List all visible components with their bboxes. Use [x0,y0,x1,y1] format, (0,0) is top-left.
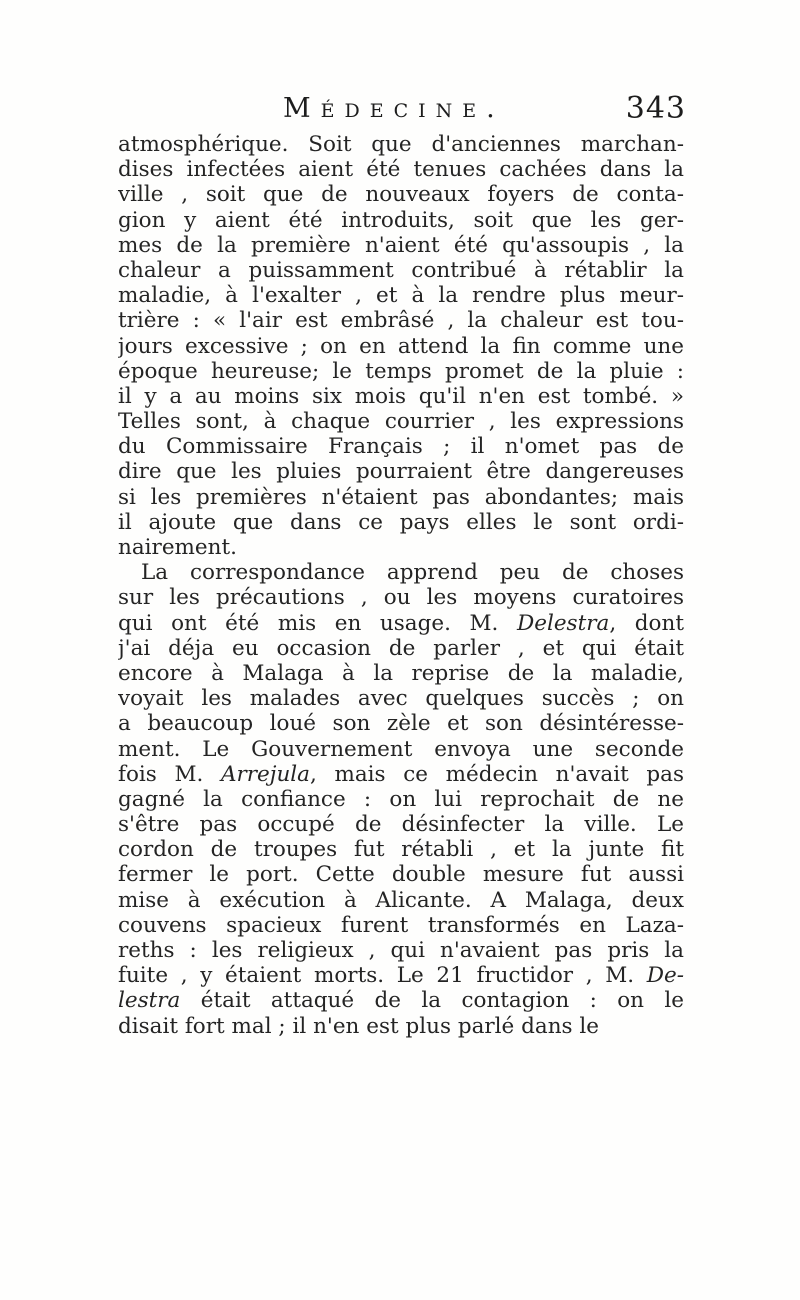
text-segment: fois M. [118,761,221,787]
text-line [118,611,684,636]
text-line [118,510,684,535]
text-line [118,862,684,887]
text-segment: qui ont été mis en usage. M. [118,610,517,636]
text-segment: , dont [609,610,684,636]
text-segment: gion y aient été introduits, soit que les ger- [118,207,684,233]
text-segment: s'être pas occupé de désinfecter la ville. Le [118,812,684,838]
text-segment: encore à Malaga à la reprise de la maladie, [118,660,684,686]
text-segment: dire que les pluies pourraient être dangereuses [118,459,684,485]
text-segment: atmosphérique. Soit que d'anciennes marchan- [118,132,684,157]
text-segment: Telles sont, à chaque courrier , les expressions [118,409,684,435]
text-segment: nairement. [118,535,237,560]
text-segment: cordon de troupes fut rétabli , et la junte fit [118,837,684,863]
text-line [118,636,684,661]
text-segment: il y a au moins six mois qu'il n'en est tombé. » [118,383,684,409]
page-header [118,92,686,132]
text-segment: La correspondance apprend peu de choses [141,560,684,586]
text-line [118,434,684,459]
text-line [118,913,684,938]
text-line [118,560,684,585]
text-segment: mes de la première n'aient été qu'assoupis , la [118,232,684,258]
text-segment: ville , soit que de nouveaux foyers de conta- [118,182,684,208]
italic-name: lestra [118,988,181,1014]
text-segment: couvens spacieux furent transformés en Laza- [118,912,684,938]
text-segment: du Commissaire Français ; il n'omet pas de [118,434,684,460]
text-segment: maladie, à l'exalter , et à la rendre plus meur- [118,283,684,309]
italic-name: De- [646,963,684,989]
text-line [118,485,684,510]
text-line [118,585,684,610]
text-line [118,762,684,787]
text-line [118,384,684,409]
text-segment: reths : les religieux , qui n'avaient pas pris la [118,938,684,963]
text-line [118,258,684,283]
text-line [118,963,684,988]
text-segment: a beaucoup loué son zèle et son désintéresse- [118,711,684,737]
text-segment: dises infectées aient été tenues cachées dans la [118,157,684,183]
text-line [118,308,684,333]
text-segment: chaleur a puissamment contribué à rétablir la [118,257,684,283]
text-segment: gagné la confiance : on lui reprochait de ne [118,786,684,812]
text-segment: il ajoute que dans ce pays elles le sont ordi- [118,509,684,535]
text-segment: trière : « l'air est embrâsé , la chaleur est tou- [118,308,684,334]
body-text [118,132,684,1039]
text-line [118,661,684,686]
text-segment: si les premières n'étaient pas abondantes; mais [118,484,684,510]
text-segment: fermer le port. Cette double mesure fut aussi [118,862,684,888]
text-line [118,334,684,359]
text-segment: disait fort mal ; il n'en est plus parlé dans le [118,1013,600,1039]
text-segment: fuite , y étaient morts. Le 21 fructidor , M. [118,963,647,989]
text-line [118,888,684,913]
text-line [118,359,684,384]
text-line [118,535,684,560]
italic-name: Arrejula [220,761,310,787]
text-segment: j'ai déja eu occasion de parler , et qui était [118,635,684,661]
text-line [118,233,684,258]
text-line [118,812,684,837]
text-line [118,409,684,434]
text-segment: , mais ce médecin n'avait pas [309,761,684,787]
text-line [118,157,684,182]
text-line [118,182,684,207]
text-segment: sur les précautions , ou les moyens curatoires [118,585,684,611]
page-number: 343 [625,91,686,126]
text-line [118,787,684,812]
text-segment: était attaqué de la contagion : on le [180,988,684,1014]
text-segment: mise à exécution à Alicante. A Malaga, deux [118,887,684,913]
running-title: Médecine. [283,93,505,124]
text-line [118,1014,684,1039]
text-segment: jours excessive ; on en attend la fin comme une [118,333,684,359]
text-line [118,686,684,711]
text-line [118,988,684,1013]
text-line [118,208,684,233]
text-segment: ment. Le Gouvernement envoya une seconde [118,736,684,762]
text-line [118,459,684,484]
text-line [118,283,684,308]
text-line [118,711,684,736]
text-line [118,132,684,157]
text-segment: voyait les malades avec quelques succès ; on [118,686,684,712]
text-line [118,837,684,862]
text-line [118,737,684,762]
italic-name: Delestra [517,610,610,636]
text-line [118,938,684,963]
text-segment: époque heureuse; le temps promet de la pluie : [118,358,684,384]
